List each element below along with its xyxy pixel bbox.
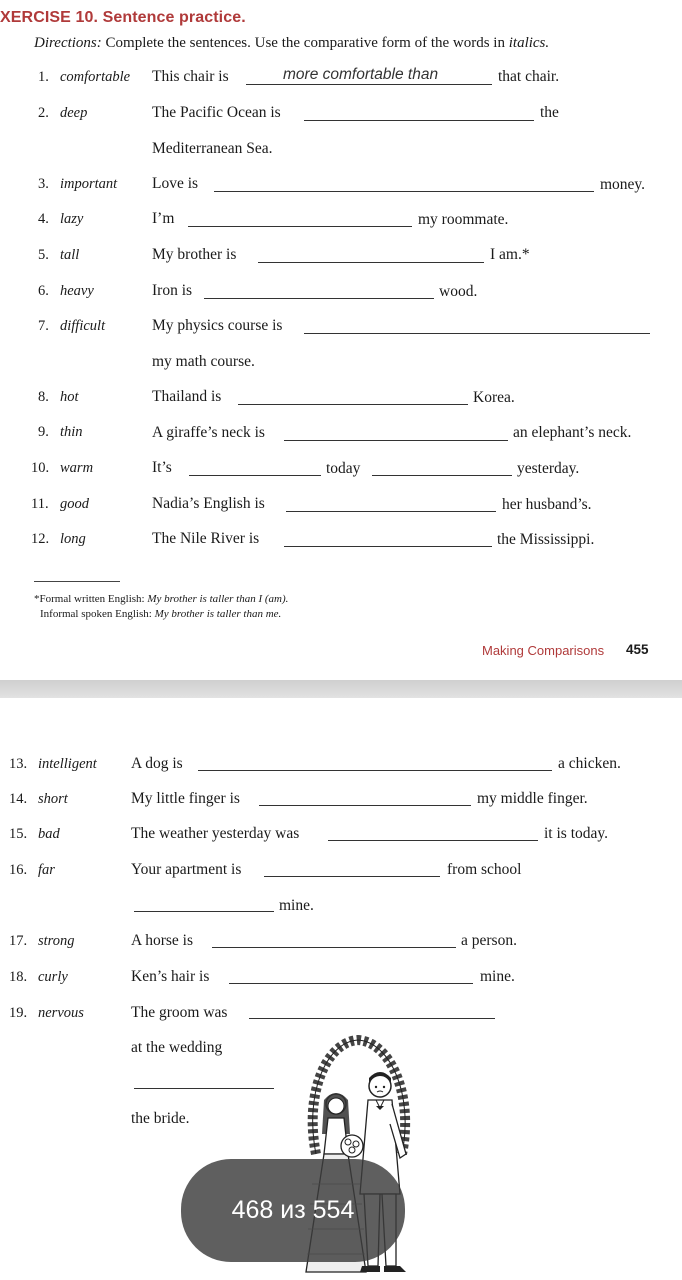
item-word: lazy xyxy=(60,211,84,227)
answer-blank[interactable] xyxy=(286,511,496,512)
item-text: I’m xyxy=(152,210,175,227)
item-number: 9. xyxy=(38,424,49,440)
item-text-continued: mine. xyxy=(279,897,314,914)
answer-blank[interactable] xyxy=(212,947,456,948)
item-text-after: a chicken. xyxy=(558,755,621,772)
answer-blank[interactable] xyxy=(188,226,412,227)
item-number: 2. xyxy=(38,105,49,121)
item-text: My brother is xyxy=(152,246,237,263)
item-text: The weather yesterday was xyxy=(131,825,300,842)
item-number: 14. xyxy=(9,791,28,807)
item-word: curly xyxy=(38,969,68,985)
directions-italic: italics. xyxy=(508,35,550,51)
item-text-after: the Mississippi. xyxy=(497,531,595,548)
item-text-after: my roommate. xyxy=(418,211,509,228)
item-text-after: my middle finger. xyxy=(477,790,588,807)
answer-blank[interactable] xyxy=(328,840,538,841)
item-text-after: an elephant’s neck. xyxy=(513,424,632,441)
footnote-line-1 xyxy=(34,593,288,605)
item-text: Thailand is xyxy=(152,388,222,405)
item-number: 8. xyxy=(38,389,49,405)
item-text-continued: my math course. xyxy=(152,353,255,370)
item-word: intelligent xyxy=(38,756,97,772)
item-text-after: yesterday. xyxy=(517,460,580,477)
item-word: strong xyxy=(38,933,75,949)
item-text-after: the xyxy=(540,104,559,121)
item-number: 5. xyxy=(38,247,49,263)
answer-blank[interactable] xyxy=(372,475,512,476)
answer-blank[interactable] xyxy=(264,876,440,877)
directions-text: Complete the sentences. Use the comparative form of the words in xyxy=(105,35,505,51)
page-divider xyxy=(0,680,682,698)
item-word: warm xyxy=(60,460,94,476)
item-text-after: her husband’s. xyxy=(502,496,592,513)
item-number: 19. xyxy=(9,1005,28,1021)
item-text-continued: at the wedding xyxy=(131,1039,223,1056)
item-number: 10. xyxy=(31,460,50,476)
item-word: long xyxy=(60,531,86,547)
item-number: 13. xyxy=(9,756,28,772)
answer-blank[interactable] xyxy=(304,120,534,121)
item-text: Your apartment is xyxy=(131,861,242,878)
item-number: 12. xyxy=(31,531,50,547)
answer-blank[interactable] xyxy=(249,1018,495,1019)
item-text-middle: today xyxy=(326,460,361,477)
footnote-example: My brother is taller than I (am). xyxy=(147,593,289,605)
item-word: thin xyxy=(60,424,83,440)
item-number: 6. xyxy=(38,283,49,299)
item-word: nervous xyxy=(38,1005,84,1021)
item-word: far xyxy=(38,862,55,878)
item-word: good xyxy=(60,496,89,512)
item-text: This chair is xyxy=(152,68,229,85)
footnote-example: My brother is taller than me. xyxy=(154,608,282,620)
item-text: My little finger is xyxy=(131,790,240,807)
item-text: Nadia’s English is xyxy=(152,495,265,512)
item-text-after: I am.* xyxy=(490,246,530,263)
item-word: tall xyxy=(60,247,80,263)
directions xyxy=(34,35,549,52)
item-text-continued: Mediterranean Sea. xyxy=(152,140,273,157)
running-footer: Making Comparisons xyxy=(482,643,605,658)
item-text: It’s xyxy=(152,459,172,476)
answer-blank[interactable] xyxy=(284,546,492,547)
item-number: 7. xyxy=(38,318,49,334)
exercise-title: XERCISE 10. Sentence practice. xyxy=(0,9,246,26)
answer-blank[interactable] xyxy=(238,404,468,405)
item-number: 17. xyxy=(9,933,28,949)
item-word: heavy xyxy=(60,283,94,299)
item-text: A horse is xyxy=(131,932,193,949)
item-word: hot xyxy=(60,389,79,405)
item-text: Ken’s hair is xyxy=(131,968,210,985)
footnote-label: *Formal written English: xyxy=(34,593,145,605)
answer-blank[interactable] xyxy=(198,770,552,771)
item-text: The Nile River is xyxy=(152,530,260,547)
item-text-after: that chair. xyxy=(498,68,560,85)
answer-blank[interactable] xyxy=(134,911,274,912)
directions-label: Directions: xyxy=(34,35,102,51)
item-text: My physics course is xyxy=(152,317,283,334)
filled-answer: more comfortable than xyxy=(283,66,439,83)
item-text-after: Korea. xyxy=(473,389,515,406)
item-text-after: money. xyxy=(600,176,646,193)
item-text-after: it is today. xyxy=(544,825,609,842)
item-word: short xyxy=(38,791,68,807)
item-text-after: wood. xyxy=(439,283,478,300)
answer-blank[interactable] xyxy=(259,805,471,806)
footnote-divider xyxy=(34,581,120,582)
answer-blank[interactable] xyxy=(134,1088,274,1089)
item-word: important xyxy=(60,176,118,192)
answer-blank[interactable] xyxy=(284,440,508,441)
item-text-continued: the bride. xyxy=(131,1110,190,1127)
item-text: A dog is xyxy=(131,755,183,772)
answer-blank[interactable] xyxy=(246,84,492,85)
item-number: 15. xyxy=(9,826,28,842)
answer-blank[interactable] xyxy=(214,191,594,192)
item-number: 1. xyxy=(38,69,49,85)
footnote-label: Informal spoken English: xyxy=(40,608,152,620)
item-number: 18. xyxy=(9,969,28,985)
answer-blank[interactable] xyxy=(189,475,321,476)
answer-blank[interactable] xyxy=(229,983,473,984)
footnote-line-2 xyxy=(40,608,281,620)
item-number: 11. xyxy=(31,496,49,512)
answer-blank[interactable] xyxy=(204,298,434,299)
item-text-after: a person. xyxy=(461,932,517,949)
page-counter-overlay: 468 из 554 xyxy=(181,1159,405,1262)
item-word: difficult xyxy=(60,318,106,334)
item-number: 3. xyxy=(38,176,49,192)
item-text: The groom was xyxy=(131,1004,228,1021)
item-text-after: from school xyxy=(447,861,522,878)
item-word: bad xyxy=(38,826,60,842)
answer-blank[interactable] xyxy=(304,333,650,334)
item-text: Iron is xyxy=(152,282,193,299)
item-text: Love is xyxy=(152,175,199,192)
item-word: comfortable xyxy=(60,69,131,85)
item-word: deep xyxy=(60,105,88,121)
item-text: The Pacific Ocean is xyxy=(152,104,281,121)
page-number: 455 xyxy=(626,642,649,657)
item-text: A giraffe’s neck is xyxy=(152,424,265,441)
item-number: 16. xyxy=(9,862,28,878)
item-text-after: mine. xyxy=(480,968,515,985)
item-number: 4. xyxy=(38,211,49,227)
answer-blank[interactable] xyxy=(258,262,484,263)
